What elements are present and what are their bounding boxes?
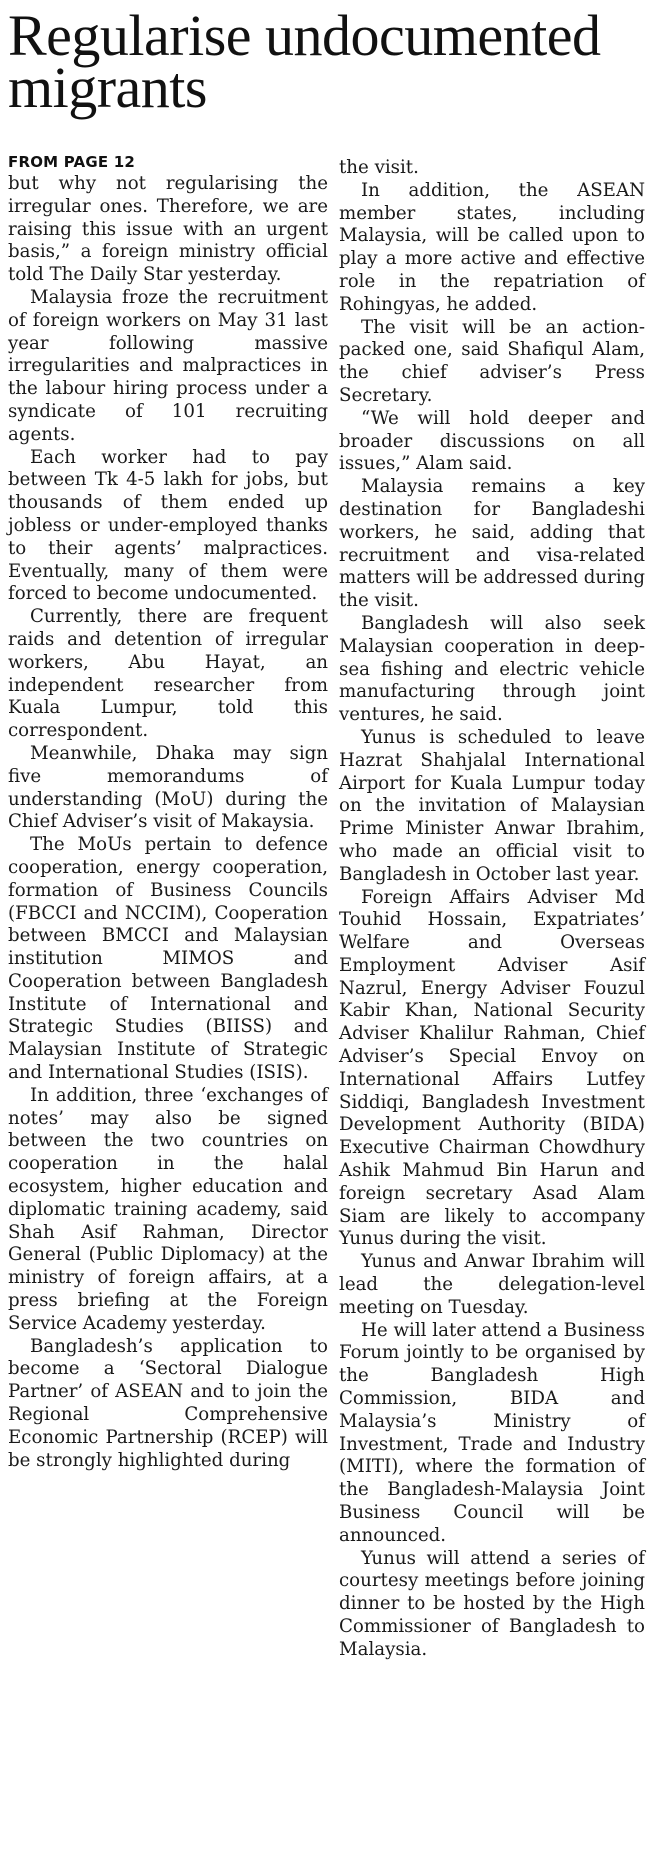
paragraph: In addition, three ‘exchanges of notes’ may also be signed between the two countries on cooperation in the halal ecosystem, higher education and diplomatic training academy, said Shah Asif Rahman, Director General (Public Diplomacy) at the ministry of foreign affairs, at a press briefing at the Foreign Service Academy yesterday. bbox=[8, 1084, 328, 1334]
right-column bbox=[339, 157, 645, 1662]
paragraph: Meanwhile, Dhaka may sign five memorandums of understanding (MoU) during the Chief Adviser’s visit of Makaysia. bbox=[8, 742, 328, 833]
paragraph: Malaysia remains a key destination for Bangladeshi workers, he said, adding that recruitment and visa-related matters will be addressed during the visit. bbox=[339, 476, 645, 612]
paragraph: Each worker had to pay between Tk 4-5 lakh for jobs, but thousands of them ended up jobless or under-employed thanks to their agents’ malpractices. Eventually, many of them were forced to become undocumented. bbox=[8, 446, 328, 605]
paragraph: Yunus and Anwar Ibrahim will lead the delegation-level meeting on Tuesday. bbox=[339, 1251, 645, 1318]
paragraph: Yunus is scheduled to leave Hazrat Shahjalal International Airport for Kuala Lumpur today on the invitation of Malaysian Prime Minister Anwar Ibrahim, who made an official visit to Bangladesh in October last year. bbox=[339, 726, 645, 885]
paragraph: The visit will be an action-packed one, said Shafiqul Alam, the chief adviser’s Press Secretary. bbox=[339, 316, 645, 406]
paragraph: Currently, there are frequent raids and detention of irregular workers, Abu Hayat, an independent researcher from Kuala Lumpur, told this correspondent. bbox=[8, 606, 328, 742]
paragraph: Yunus will attend a series of courtesy meetings before joining dinner to be hosted by the High Commissioner of Bangladesh to Malaysia. bbox=[339, 1547, 645, 1660]
paragraph: Malaysia froze the recruitment of foreign workers on May 31 last year following massive irregularities and malpractices in the labour hiring process under a syndicate of 101 recruiting agents. bbox=[8, 286, 328, 445]
paragraph: the visit. bbox=[339, 157, 419, 178]
paragraph: The MoUs pertain to defence cooperation, energy cooperation, formation of Business Councils (FBCCI and NCCIM), Cooperation between BMCCI and Malaysian institution MIMOS and Cooperation between Bangladesh Institute of International and Strategic Studies (BIISS) and Malaysian Institute of Strategic and International Studies (ISIS). bbox=[8, 834, 328, 1084]
paragraph: but why not regularising the irregular ones. Therefore, we are raising this issue with an urgent basis,” a foreign ministry official told The Daily Star yesterday. bbox=[8, 173, 328, 286]
paragraph: Bangladesh will also seek Malaysian cooperation in deep-sea fishing and electric vehicle manufacturing through joint ventures, he said. bbox=[339, 612, 645, 726]
paragraph: He will later attend a Business Forum jointly to be organised by the Bangladesh High Commission, BIDA and Malaysia’s Ministry of Investment, Trade and Industry (MITI), where the formation of the Bangladesh-Malaysia Joint Business Council will be announced. bbox=[339, 1319, 645, 1546]
continued-from-kicker: FROM PAGE 12 bbox=[8, 153, 135, 171]
paragraph: In addition, the ASEAN member states, including Malaysia, will be called upon to play a more active and effective role in the repatriation of Rohingyas, he added. bbox=[339, 179, 645, 315]
paragraph: Foreign Affairs Adviser Md Touhid Hossain, Expatriates’ Welfare and Overseas Employment Adviser Asif Nazrul, Energy Adviser Fouzul Kabir Khan, National Security Adviser Khalilur Rahman, Chief Adviser’s Special Envoy on International Affairs Lutfey Siddiqi, Bangladesh Investment Development Authority (BIDA) Executive Chairman Chowdhury Ashik Mahmud Bin Harun and foreign secretary Asad Alam Siam are likely to accompany Yunus during the visit. bbox=[339, 886, 645, 1250]
headline: Regularise undocumented migrants bbox=[8, 3, 601, 120]
paragraph: “We will hold deeper and broader discussions on all issues,” Alam said. bbox=[339, 407, 645, 475]
paragraph: Bangladesh’s application to become a ‘Sectoral Dialogue Partner’ of ASEAN and to join the Regional Comprehensive Economic Partnership (RCEP) will be strongly highlighted during bbox=[8, 1335, 328, 1471]
left-column bbox=[8, 153, 328, 1472]
